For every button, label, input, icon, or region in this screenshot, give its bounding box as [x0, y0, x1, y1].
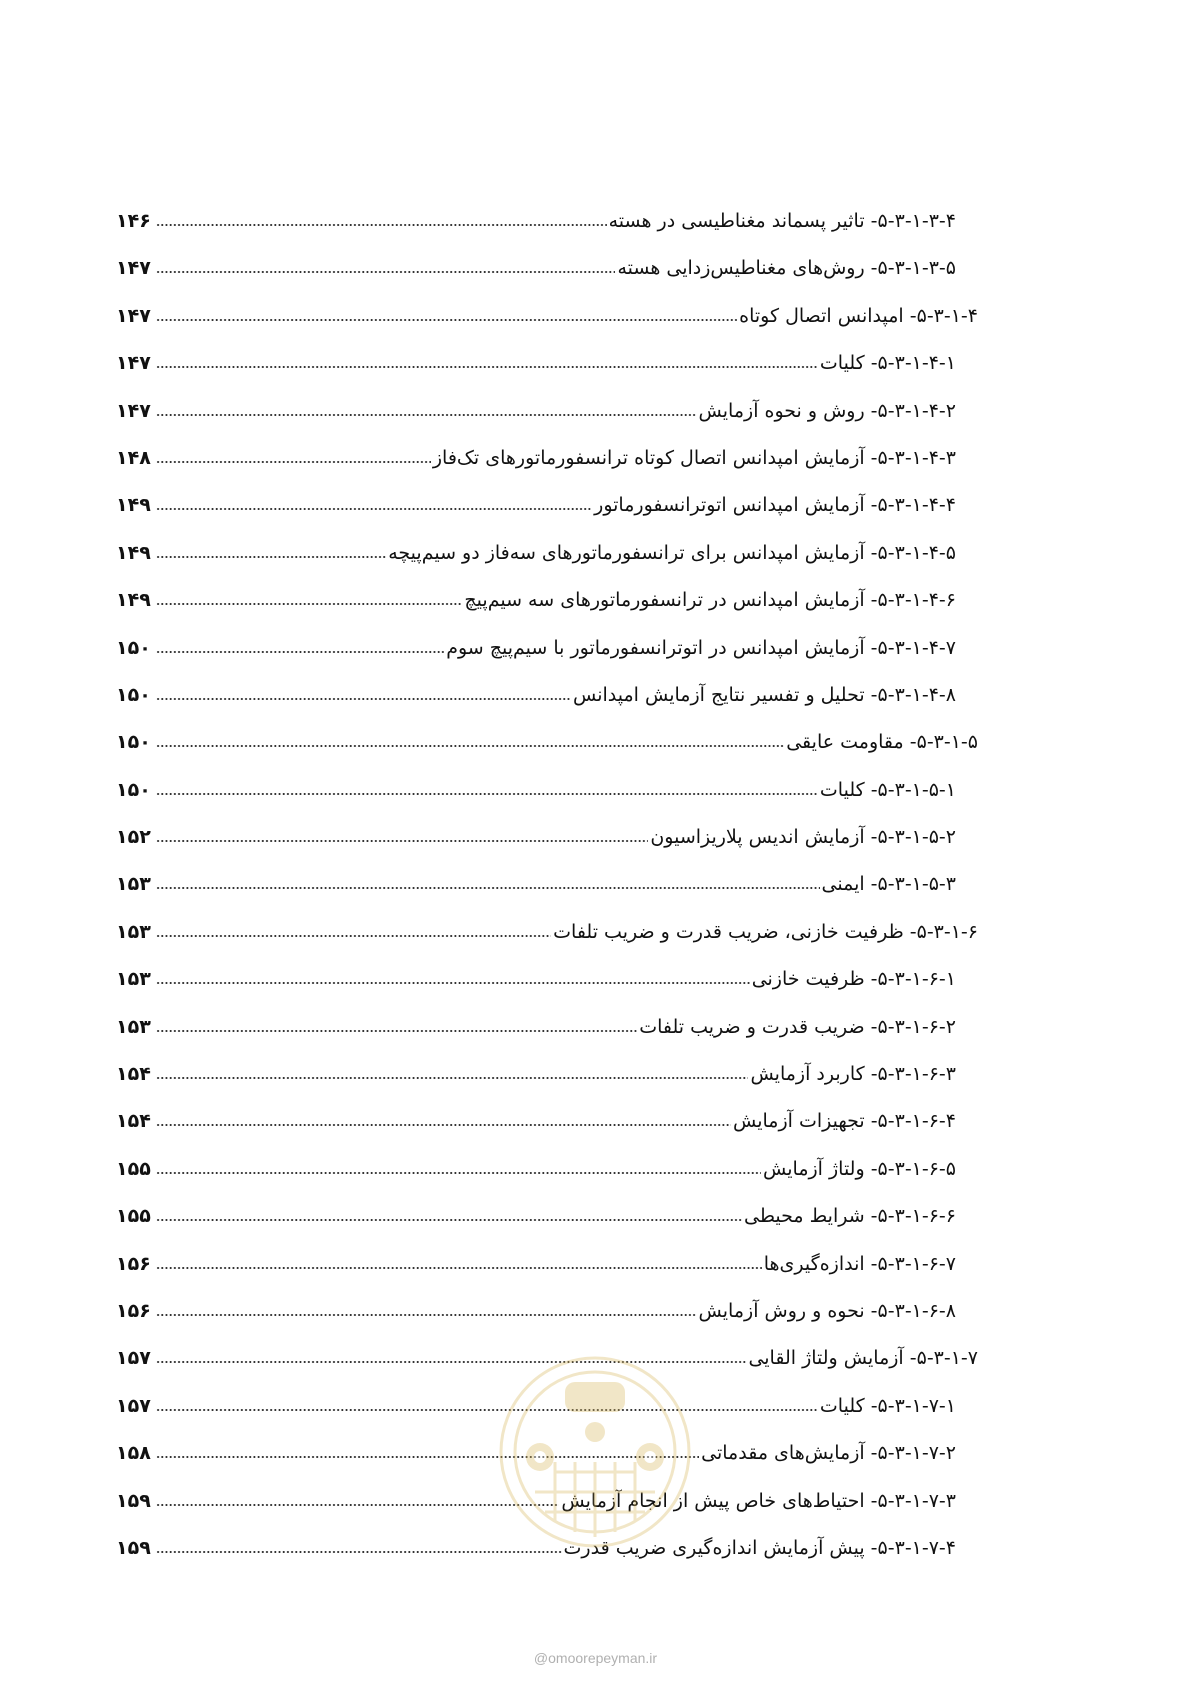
toc-entry[interactable] [116, 777, 978, 824]
toc-page-number: ۱۵۳ [116, 920, 151, 943]
toc-entry-title: ۵-۳-۱-۵-۲- آزمایش اندیس پلاریزاسیون [650, 826, 956, 849]
toc-entry[interactable] [116, 966, 978, 1013]
toc-entry[interactable] [116, 824, 978, 871]
toc-page-number: ۱۵۰ [116, 778, 151, 801]
toc-entry-title: ۵-۳-۱-۶-۷- اندازه‌گیری‌ها [763, 1252, 956, 1275]
toc-page-number: ۱۴۷ [116, 257, 151, 280]
toc-dot-leader [156, 1061, 748, 1080]
toc-entry[interactable] [116, 729, 978, 776]
toc-entry[interactable] [116, 1298, 978, 1345]
publisher-seal-watermark [495, 1352, 695, 1552]
toc-page-number: ۱۵۴ [116, 1063, 151, 1086]
toc-entry[interactable] [116, 919, 978, 966]
toc-entry-title: ۵-۳-۱-۵-۱- کلیات [819, 778, 956, 801]
toc-entry-title: ۵-۳-۱-۷-۴- پیش آزمایش اندازه‌گیری ضریب قدرت [563, 1536, 956, 1559]
toc-entry[interactable] [116, 682, 978, 729]
toc-dot-leader [156, 587, 462, 606]
toc-dot-leader [156, 445, 431, 464]
toc-page-number: ۱۵۹ [116, 1536, 151, 1559]
toc-page-number: ۱۴۷ [116, 304, 151, 327]
toc-entry[interactable] [116, 871, 978, 918]
toc-page-number: ۱۵۰ [116, 636, 151, 659]
toc-entry-title: ۵-۳-۱-۴-۵- آزمایش امپدانس برای ترانسفورماتورهای سه‌فاز دو سیم‌پیچه [388, 541, 956, 564]
toc-page-number: ۱۵۷ [116, 1394, 151, 1417]
toc-page-number: ۱۴۸ [116, 446, 151, 469]
toc-page-number: ۱۵۲ [116, 826, 151, 849]
toc-entry[interactable] [116, 587, 978, 634]
toc-page-number: ۱۵۵ [116, 1157, 151, 1180]
toc-dot-leader [156, 255, 615, 274]
toc-page-number: ۱۵۳ [116, 968, 151, 991]
toc-entry[interactable] [116, 635, 978, 682]
toc-dot-leader [156, 966, 750, 985]
toc-entry-title: ۵-۳-۱-۶-۵- ولتاژ آزمایش [763, 1157, 956, 1180]
toc-entry[interactable] [116, 445, 978, 492]
toc-entry-title: ۵-۳-۱-۴-۳- آزمایش امپدانس اتصال کوتاه ترانسفورماتورهای تک‌فاز [432, 446, 956, 469]
toc-entry[interactable] [116, 1156, 978, 1203]
toc-dot-leader [156, 492, 592, 511]
toc-entry-title: ۵-۳-۱-۳-۵- روش‌های مغناطیس‌زدایی هسته [617, 257, 956, 280]
toc-dot-leader [156, 1251, 762, 1270]
toc-entry[interactable] [116, 1014, 978, 1061]
toc-dot-leader [156, 1108, 731, 1127]
toc-entry-title: ۵-۳-۱-۳-۴- تاثیر پسماند مغناطیسی در هسته [608, 210, 956, 232]
toc-dot-leader [156, 398, 697, 417]
toc-entry-title: ۵-۳-۱-۵-۳- ایمنی [821, 873, 956, 896]
toc-page-number: ۱۴۹ [116, 494, 151, 517]
toc-entry-title: ۵-۳-۱-۶-۴- تجهیزات آزمایش [732, 1110, 956, 1133]
toc-entry-title: ۵-۳-۱-۷-۳- احتیاط‌های خاص پیش از انجام آزمایش [561, 1489, 956, 1512]
toc-entry-title: ۵-۳-۱-۴-۷- آزمایش امپدانس در اتوترانسفورماتور با سیم‌پیچ سوم [446, 636, 956, 659]
toc-dot-leader [156, 919, 551, 938]
toc-dot-leader [156, 540, 386, 559]
toc-dot-leader [156, 635, 444, 654]
toc-page-number: ۱۴۹ [116, 541, 151, 564]
toc-entry[interactable] [116, 540, 978, 587]
toc-page-number: ۱۴۷ [116, 352, 151, 375]
toc-entry-title: ۵-۳-۱-۴-۱- کلیات [819, 352, 956, 375]
toc-entry[interactable] [116, 303, 978, 350]
toc-page-number: ۱۵۰ [116, 683, 151, 706]
toc-dot-leader [156, 350, 818, 369]
toc-dot-leader [156, 777, 818, 796]
toc-page-number: ۱۵۳ [116, 873, 151, 896]
toc-entry[interactable] [116, 1203, 978, 1250]
toc-dot-leader [156, 208, 607, 227]
toc-entry-title: ۵-۳-۱-۶-۱- ظرفیت خازنی [751, 968, 956, 991]
toc-entry-title: ۵-۳-۱-۴-۲- روش و نحوه آزمایش [698, 399, 956, 422]
toc-entry-title: ۵-۳-۱-۴-۶- آزمایش امپدانس در ترانسفورماتورهای سه سیم‌پیچ [464, 589, 956, 612]
toc-entry-title: ۵-۳-۱-۷-۱- کلیات [819, 1394, 956, 1417]
toc-page-number: ۱۵۳ [116, 1015, 151, 1038]
toc-dot-leader [156, 1156, 761, 1175]
footer-website: @omoorepeyman.ir [533, 1650, 658, 1666]
toc-page-number: ۱۵۷ [116, 1347, 151, 1370]
toc-entry-title: ۵-۳-۱-۶-۳- کاربرد آزمایش [750, 1063, 956, 1086]
toc-entry-title: ۵-۳-۱-۷-۲- آزمایش‌های مقدماتی [701, 1442, 956, 1465]
toc-dot-leader [156, 1203, 742, 1222]
toc-page-number: ۱۴۹ [116, 589, 151, 612]
toc-entry-title: ۵-۳-۱-۴-۴- آزمایش امپدانس اتوترانسفورماتور [594, 494, 956, 517]
toc-entry[interactable] [116, 350, 978, 397]
toc-entry[interactable] [116, 1251, 978, 1298]
toc-entry[interactable] [116, 1108, 978, 1155]
toc-page-number: ۱۵۴ [116, 1110, 151, 1133]
toc-dot-leader [156, 871, 820, 890]
toc-entry[interactable] [116, 255, 978, 302]
toc-entry-title: ۵-۳-۱-۶-۶- شرایط محیطی [744, 1205, 956, 1228]
toc-entry-title: ۵-۳-۱-۴-۸- تحلیل و تفسیر نتایج آزمایش امپدانس [572, 683, 956, 706]
toc-dot-leader [156, 824, 648, 843]
toc-page-number: ۱۵۶ [116, 1299, 151, 1322]
toc-entry-title: ۵-۳-۱-۶-۲- ضریب قدرت و ضریب تلفات [639, 1015, 956, 1038]
toc-entry[interactable] [116, 492, 978, 539]
toc-entry[interactable] [116, 398, 978, 445]
toc-dot-leader [156, 1393, 818, 1412]
toc-entry-title: ۵-۳-۱-۶-۸- نحوه و روش آزمایش [698, 1299, 956, 1322]
toc-dot-leader [156, 1014, 637, 1033]
toc-dot-leader [156, 729, 784, 748]
toc-entry[interactable] [116, 1061, 978, 1108]
toc-entry-title: ۵-۳-۱-۶- ظرفیت خازنی، ضریب قدرت و ضریب تلفات [553, 920, 978, 943]
toc-page-number: ۱۴۷ [116, 399, 151, 422]
toc-entry[interactable] [116, 208, 978, 255]
toc-page-number: ۱۵۸ [116, 1442, 151, 1465]
toc-page-number: ۱۵۶ [116, 1252, 151, 1275]
toc-dot-leader [156, 303, 737, 322]
toc-dot-leader [156, 1298, 697, 1317]
toc-page-number: ۱۵۵ [116, 1205, 151, 1228]
toc-entry-title: ۵-۳-۱-۵- مقاومت عایقی [786, 731, 978, 754]
toc-dot-leader [156, 682, 571, 701]
toc-page-number: ۱۵۰ [116, 731, 151, 754]
toc-entry-title: ۵-۳-۱-۷- آزمایش ولتاژ القایی [748, 1347, 978, 1370]
toc-page-number: ۱۴۶ [116, 210, 151, 232]
toc-page-number: ۱۵۹ [116, 1489, 151, 1512]
toc-entry-title: ۵-۳-۱-۴- امپدانس اتصال کوتاه [739, 304, 978, 327]
